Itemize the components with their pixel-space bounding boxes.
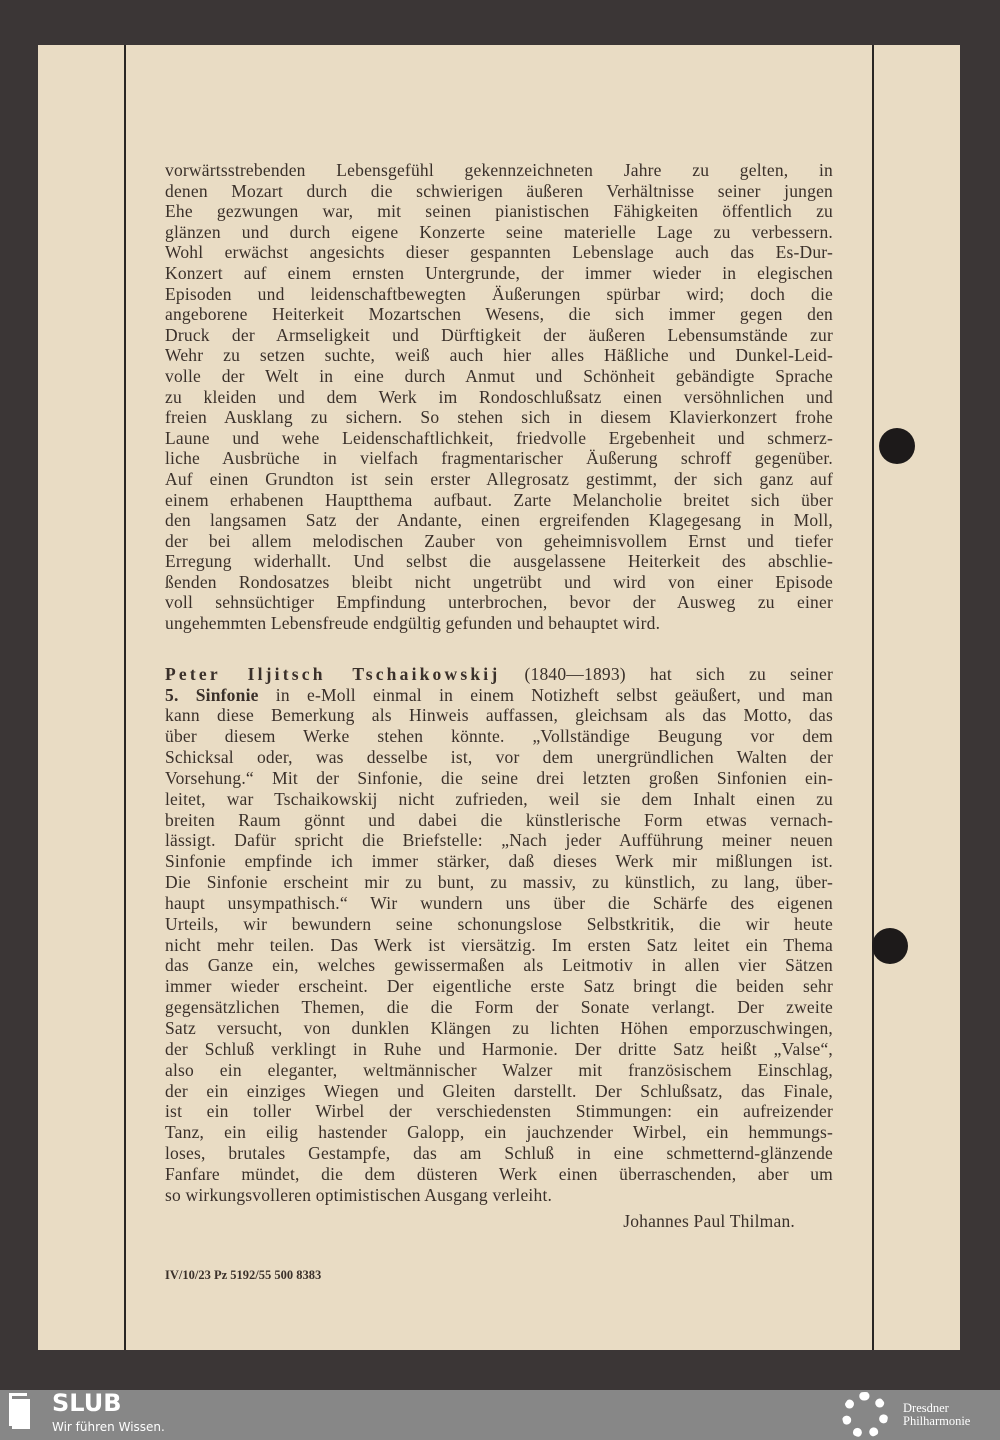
text-line: Wohl erwächst angesichts dieser gespannten Lebenslage auch das Es-Dur- xyxy=(165,242,833,263)
text-line: loses, brutales Gestampfe, das am Schluß in eine schmetternd-glänzende xyxy=(165,1143,833,1164)
text-line: Urteils, wir bewundern seine schonungslose Selbstkritik, die wir heute xyxy=(165,913,833,934)
text-line: leitet, war Tschaikowskij nicht zufrieden, weil sie dem Inhalt einen zu xyxy=(165,788,833,809)
text-line: Satz versucht, von dunklen Klängen zu lichten Höhen emporzuschwingen, xyxy=(165,1018,833,1038)
body-text xyxy=(165,160,833,1232)
text-line: Druck der Armseligkeit und Dürftigkeit der äußeren Lebensumstände zur xyxy=(165,324,833,345)
punch-hole xyxy=(872,928,908,964)
text-line: liche Ausbrüche in vielfach fragmentarischer Äußerung schroff gegenüber. xyxy=(165,448,833,469)
philharmonie-logo-icon[interactable] xyxy=(842,1392,888,1438)
work-title: 5. Sinfonie xyxy=(165,684,259,705)
text-line: der bei allem melodischen Zauber von geheimnisvollem Ernst und tiefer xyxy=(165,530,833,551)
text-line: Konzert auf einem ernsten Untergrunde, der immer wieder in elegischen xyxy=(165,262,833,283)
text-line: lässigt. Dafür spricht die Briefstelle: „Nach jeder Aufführung meiner neuen xyxy=(165,830,833,851)
footer-bar xyxy=(0,1390,1000,1440)
text-line: Die Sinfonie erscheint mir zu bunt, zu massiv, zu künstlich, zu lang, über- xyxy=(165,872,833,893)
text-line: vorwärtsstrebenden Lebensgefühl gekennzeichneten Jahre zu gelten, in xyxy=(165,160,833,180)
text-line: kann diese Bemerkung als Hinweis auffassen, gleichsam als das Motto, das xyxy=(165,705,833,726)
text-line: freien Ausklang zu sichern. So stehen sich in diesem Klavierkonzert frohe xyxy=(165,407,833,428)
paragraph-mozart xyxy=(165,160,833,634)
text-line: ungehemmten Lebensfreude endgültig gefunden und behauptet wird. xyxy=(165,613,661,634)
text-line: Ehe gezwungen war, mit seinen pianistischen Fähigkeiten öffentlich zu xyxy=(165,201,833,222)
text-line: der Schluß verklingt in Ruhe und Harmonie. Der dritte Satz heißt „Valse“, xyxy=(165,1038,833,1059)
text-line: nicht mehr teilen. Das Werk ist viersätzig. Im ersten Satz leitet ein Thema xyxy=(165,934,833,955)
slub-logo-icon[interactable] xyxy=(12,1396,30,1429)
print-code: IV/10/23 Pz 5192/55 500 8383 xyxy=(165,1268,322,1282)
text-line: Tanz, ein eilig hastender Galopp, ein jauchzender Wirbel, ein hemmungs- xyxy=(165,1122,833,1143)
margin-line-right xyxy=(872,45,874,1350)
text-line: ist ein toller Wirbel der verschiedensten Stimmungen: ein aufreizender xyxy=(165,1101,833,1122)
composer-name: Peter Iljitsch Tschaikowskij xyxy=(165,663,501,684)
text-line: also ein eleganter, weltmännischer Walzer mit französischem Einschlag, xyxy=(165,1059,833,1080)
text-line: Sinfonie empfinde ich immer stärker, daß dieses Werk mir mißlungen ist. xyxy=(165,851,833,872)
text-line: Laune und wehe Leidenschaftlichkeit, friedvolle Ergebenheit und schmerz- xyxy=(165,427,833,448)
slub-title[interactable]: SLUB xyxy=(52,1389,122,1417)
text-line: breiten Raum gönnt und dabei die künstlerische Form etwas vernach- xyxy=(165,809,833,830)
text-line: zu kleiden und dem Werk im Rondoschlußsatz einen versöhnlichen und xyxy=(165,386,833,407)
signature: Johannes Paul Thilman. xyxy=(623,1210,795,1231)
text-line: über diesem Werke stehen könnte. „Vollständige Beugung vor dem xyxy=(165,726,833,747)
text-line: immer wieder erscheint. Der eigentliche erste Satz bringt die beiden sehr xyxy=(165,976,833,997)
text-line: der ein einziges Wiegen und Gleiten darstellt. Der Schlußsatz, das Finale, xyxy=(165,1080,833,1101)
text-line: angeborene Heiterkeit Mozartschen Wesens, die sich immer gegen den xyxy=(165,304,833,325)
text-line: ßenden Rondosatzes bleibt nicht ungetrübt und wird von einer Episode xyxy=(165,571,833,592)
text-line: haupt unsympathisch.“ Wir wundern uns über die Schärfe des eigenen xyxy=(165,892,833,913)
text-line: so wirkungsvolleren optimistischen Ausgang verleiht. xyxy=(165,1184,553,1205)
text-line: volle der Welt in eine durch Anmut und Schönheit gebändigte Sprache xyxy=(165,365,833,386)
text-line: Auf einen Grundton ist sein erster Allegrosatz gestimmt, der sich ganz auf xyxy=(165,468,833,489)
text-line: Vorsehung.“ Mit der Sinfonie, die seine drei letzten großen Sinfonien ein- xyxy=(165,767,833,788)
margin-line-left xyxy=(124,45,126,1350)
text-line: das Ganze ein, welches gewissermaßen als Leitmotiv in allen vier Sätzen xyxy=(165,955,833,976)
text-line: Fanfare mündet, die dem düsteren Werk einen überraschenden, aber um xyxy=(165,1163,833,1184)
text-line: gegensätzlichen Themen, die die Form der Sonate verlangt. Der zweite xyxy=(165,997,833,1018)
punch-hole xyxy=(879,428,915,464)
text-line: glänzen und durch eigene Konzerte seine materielle Lage zu verbessern. xyxy=(165,221,833,242)
text-line: den langsamen Satz der Andante, einen ergreifenden Klagegesang in Moll, xyxy=(165,510,833,531)
text-line: Episoden und leidenschaftbewegten Äußerungen spürbar wird; doch die xyxy=(165,283,833,304)
philharmonie-name[interactable]: Dresdner Philharmonie xyxy=(903,1401,971,1428)
text-line: einem erhabenen Hauptthema aufbaut. Zarte Melancholie breitet sich über xyxy=(165,489,833,510)
text-line: Schicksal oder, was desselbe ist, vor dem unergründlichen Walten der xyxy=(165,747,833,768)
text-line: denen Mozart durch die schwierigen äußeren Verhältnisse seiner jungen xyxy=(165,180,833,201)
slub-tagline: Wir führen Wissen. xyxy=(52,1420,165,1434)
text-line: voll sehnsüchtiger Empfindung unterbrochen, bevor der Ausweg zu einer xyxy=(165,592,833,613)
text-line: Wehr zu setzen suchte, weiß auch hier alles Häßliche und Dunkel-Leid- xyxy=(165,345,833,366)
paragraph-tschaikowskij: Peter Iljitsch Tschaikowskij (1840—1893) hat sich zu seiner 5. Sinfonie in e-Moll einmal in einem Notizheft selbst geäußert, und man kann diese Bemerkung als Hinweis auffassen, gleichsam als das Motto, das über diesem Werke stehen könnte. „Vollständige Beugung vor dem Schicksal oder, was desselbe ist, vor dem unergründlichen Walten der Vorsehung.“ Mit der Sinfonie, die seine drei letzten großen Sinfonien ein- leitet, war Tschaikowskij nicht zufrieden, weil sie dem Inhalt einen zu breiten Raum gönnt und dabei die künstlerische Form etwas vernach- lässigt. Dafür spricht die Briefstelle: „Nach jeder Aufführung meiner neuen Sinfonie empfinde ich immer stärker, daß dieses Werk mir mißlungen ist. Die Sinfonie erscheint mir zu bunt, zu massiv, zu künstlich, zu lang, über- haupt unsympathisch.“ Wir wundern uns über die Schärfe des eigenen Urteils, wir bewundern seine schonungslose Selbstkritik, die wir heute nicht mehr teilen. Das Werk ist viersätzig. Im ersten Satz leitet ein Thema das Ganze ein, welches gewissermaßen als Leitmotiv in allen vier Sätzen immer wieder erscheint. Der eigentliche erste Satz bringt die beiden sehr gegensätzlichen Themen, die die Form der Sonate verlangt. Der zweite Satz versucht, von dunklen Klängen zu lichten Höhen emporzuschwingen, der Schluß verklingt in Ruhe und Harmonie. Der dritte Satz heißt „Valse“, also ein eleganter, weltmännischer Walzer mit französischem Einschlag, der ein einziges Wiegen und Gleiten darstellt. Der Schlußsatz, das Finale, ist ein toller Wirbel der verschiedensten Stimmungen: ein aufreizender Tanz, ein eilig hastender Galopp, ein jauchzender Wirbel, ein hemmungs- loses, brutales Gestampfe, das am Schluß in eine schmetternd-glänzende Fanfare mündet, die dem düsteren Werk einen überraschenden, aber um so wirkungsvolleren optimistischen Ausgang verleiht. xyxy=(165,663,833,1205)
text-line: Erregung widerhallt. Und selbst die ausgelassene Heiterkeit des abschlie- xyxy=(165,551,833,572)
